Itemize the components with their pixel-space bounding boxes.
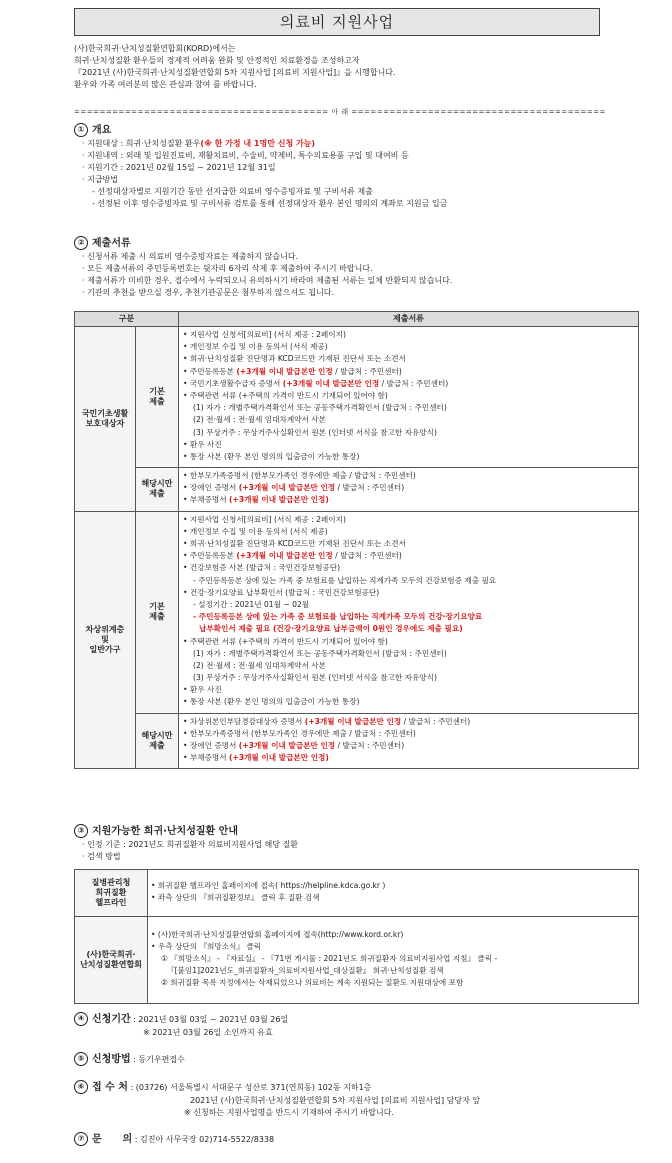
document-item: - 주민등록등본 상에 있는 가족 중 보험료를 납입하는 직계가족 모두의 건강보험증 제출 필요 [193,575,497,585]
overview-line: · 지급방법 [82,175,118,184]
document-item: • 건강보험증 사본 (발급처 : 국민건강보험공단) [183,563,341,573]
document-item: • 희귀·난치성질환 진단명과 KCD코드만 기재된 진단서 또는 소견서 [183,539,406,548]
overview-lines [82,139,642,211]
item-text: • 주민등록등본 [183,366,237,376]
item-note: (+3개월 이내 발급본만 인정 [236,366,333,376]
diseases-note: · 인정 기준 : 2021년도 희귀질환자 의료비지원사업 해당 질환 [82,840,298,849]
document-item: • 희귀·난치성질환 진단명과 KCD코드만 기재된 진단서 또는 소견서 [183,354,406,364]
document-item: (2) 전·월세 : 전·월세 임대차계약서 사본 [193,660,326,670]
method-item: 『[붙임1]2021년도_희귀질환자_의료비지원사업_대상질환』 희귀·난치성질환 검색 [167,966,444,976]
documents-cell [179,327,639,468]
section-heading-address [74,1080,371,1095]
section-number: ④ [74,1012,88,1026]
category-basic-livelihood: 국민기초생활 보호대상자 [75,327,136,512]
category-kord: (사)한국희귀· 난치성질환연합회 [75,917,148,1004]
subcategory-optional: 해당시만 제출 [136,713,179,769]
document-item [183,379,634,391]
document-item: • 한부모가족증명서 (한부모가족인 경우에만 제출 / 발급처 : 주민센터) [183,471,416,481]
item-text: / 발급처 : 주민센터) [335,483,405,493]
document-item: (3) 무상거주 : 무상거주사실확인서 원본 (인터넷 서식을 참고한 자유양식) [193,673,437,683]
section-heading-documents [74,236,131,251]
section-number: ⑦ [74,1132,88,1146]
intro-line: 『2021년 (사)한국희귀·난치성질환연합회 5차 지원사업 [의료비 지원사업]』을 시행합니다. [74,68,396,77]
address-text: : (03726) 서울특별시 서대문구 성산로 371(연희동) 102동 지하1층 [127,1083,372,1092]
period-text: : 2021년 03월 03일 ~ 2021년 03월 26일 [130,1015,289,1024]
separator-line: ======================================== 아 래 ======================================== [74,108,606,116]
subcategory-basic: 기본 제출 [136,511,179,713]
section-heading-method [74,1052,185,1067]
item-note: (+3개월 이내 발급본만 인정 [236,551,333,561]
section-title: 개요 [92,125,112,136]
documents-cell [179,713,639,769]
intro-line: 희귀·난치성질환 환우들의 경제적 어려움 완화 및 안정적인 치료환경을 조성하고자 [74,56,360,65]
documents-table [74,311,639,769]
section-title: 신청기간 [92,1014,131,1025]
search-methods-table [74,869,639,1004]
subcategory-optional: 해당시만 제출 [136,468,179,512]
document-item [183,483,634,495]
document-item: • 지원사업 신청서[의료비] (서식 제공 : 2페이지) [183,514,346,524]
document-item [183,551,634,563]
section-title: 접 수 처 [92,1082,128,1093]
document-item-note: 납부확인서 제출 필요 (건강·장기요양료 납부금액이 0원인 경우에도 제출 필요) [199,624,463,634]
item-text: • 장애인 증명서 [183,483,239,493]
document-item: • 개인정보 수집 및 이용 동의서 (서식 제공) [183,526,328,536]
table-row [75,327,639,468]
item-text: / 발급처 : 주민센터) [335,741,405,750]
item-note: (+3개월 이내 발급본만 인정 [238,741,336,750]
section-title: 문 의 [92,1134,133,1145]
overview-line: - 선정대상자별로 지원기간 동안 선지급한 의료비 영수증빙자료 및 구비서류 제출 [92,187,373,196]
item-text: / 발급처 : 주민센터) [401,716,471,726]
item-text: / 발급처 : 주민센터) [379,378,449,388]
method-cell [148,917,639,1004]
documents-note: · 제출서류가 미비한 경우, 접수에서 누락되오니 유의하시기 바라며 제출된 서류는 일체 반환되지 않습니다. [82,276,453,285]
method-item: ① 『희망소식』 - 『자료실』 - 『71번 게시물 : 2021년도 희귀질환자 의료비지원사업 지침』 클릭 - [161,953,498,963]
section-number: ② [74,236,88,250]
overview-line: - 선정된 이후 영수증빙자료 및 구비서류 검토를 통해 선정대상자 환우 본인 명의의 계좌로 지원금 입금 [92,199,448,208]
section-heading-overview [74,123,111,138]
document-item: • 통장 사본 (환우 본인 명의의 입출금이 가능한 통장) [183,451,360,461]
document-item [183,753,634,765]
document-item: - 설정기간 : 2021년 01월 ~ 02월 [193,599,310,609]
item-text: • 주민등록등본 [183,551,237,561]
documents-note: · 기관의 추천을 받으실 경우, 추천기관공문은 첨부하지 않으셔도 됩니다. [82,288,335,297]
item-note: (+3개월 이내 발급본만 인정 [238,483,336,493]
item-note: (+3개월 이내 발급본만 인정 [282,378,380,388]
diseases-note: · 검색 방법 [82,852,121,861]
section-heading-contact [74,1132,274,1147]
document-item: • 개인정보 수집 및 이용 동의서 (서식 제공) [183,342,328,352]
item-note: (+3개월 이내 발급본만 인정) [228,495,329,505]
item-text: / 발급처 : 주민센터) [332,551,402,561]
item-text: • 차상위본인부담경감대상자 증명서 [183,716,305,726]
section-heading-period [74,1012,288,1027]
method-cell [148,870,639,917]
document-item: • 주택관련 서류 (+주택의 가격이 반드시 기재되어 있어야 함) [183,636,388,646]
document-item [183,495,634,507]
document-item: (3) 무상거주 : 무상거주사실확인서 원본 (인터넷 서식을 참고한 자유양식) [193,427,437,437]
method-item: ② 희귀질환 목록 지정에서는 삭제되었으나 의료비는 계속 지원되는 질환도 지원대상에 포함 [161,978,464,988]
section-number: ⑤ [74,1052,88,1066]
method-text: : 등기우편접수 [130,1055,185,1064]
table-row [75,511,639,713]
section-title: 제출서류 [92,238,131,249]
document-item: • 한부모가족증명서 (한부모가족인 경우에만 제출 / 발급처 : 주민센터) [183,728,416,738]
address-recipient: 2021년 (사)한국희귀·난치성질환연합회 5차 지원사업 [의료비 지원사업] 담당자 앞 [190,1096,481,1105]
item-text: • 부채증명서 [183,495,229,505]
table-row [75,870,639,917]
section-number: ⑥ [74,1080,88,1094]
target-note: (※ 한 가정 내 1명만 신청 가능) [200,139,316,148]
table-row [75,917,639,1004]
table-header-category: 구분 [75,312,179,327]
document-item: • 환우 사진 [183,685,222,695]
overview-line: · 지원내역 : 외래 및 입원진료비, 재활치료비, 수술비, 약제비, 특수의료용품 구입 및 대여비 등 [82,151,409,160]
overview-target [82,139,642,151]
item-note: (+3개월 이내 발급본만 인정) [228,753,329,763]
item-text: / 발급처 : 주민센터) [332,366,402,376]
section-title: 지원가능한 희귀·난치성질환 안내 [92,826,239,837]
section-heading-diseases [74,824,238,839]
documents-note: · 모든 제출서류의 주민등록번호는 뒷자리 6자리 삭제 후 제출하여 주시기 바랍니다. [82,264,373,273]
document-item: • 환우 사진 [183,439,222,449]
document-item: (1) 자가 : 개별주택가격확인서 또는 공동주택가격확인서 (발급처 : 주민센터) [193,648,447,658]
method-item: • (사)한국희귀·난치성질환연합회 홈페이지에 접속(http://www.kord.or.kr) [151,929,404,939]
page-title: 의료비 지원사업 [74,8,600,36]
document-item [183,741,634,753]
intro-block [74,44,634,92]
contact-text: : 김진아 사무국장 02)714-5522/8338 [132,1135,275,1144]
overview-line: · 지원기간 : 2021년 02월 15일 ~ 2021년 12월 31일 [82,163,276,172]
document-item: (1) 자가 : 개별주택가격확인서 또는 공동주택가격확인서 (발급처 : 주민센터) [193,403,447,413]
address-note: ※ 신청하는 지원사업명을 반드시 기재하여 주시기 바랍니다. [184,1108,394,1117]
document-item: • 건강·장기요양료 납부확인서 (발급처 : 국민건강보험공단) [183,587,380,597]
document-item: • 통장 사본 (환우 본인 명의의 입출금이 가능한 통장) [183,697,360,707]
document-item [183,717,634,729]
document-item-note: - 주민등록등본 상에 있는 가족 중 보험료를 납입하는 직계가족 모두의 건강·장기요양료 [193,612,483,622]
subcategory-basic: 기본 제출 [136,327,179,468]
period-note: ※ 2021년 03월 26일 소인까지 유효 [143,1028,273,1037]
document-item [183,367,634,379]
documents-cell [179,468,639,512]
section-number: ③ [74,824,88,838]
diseases-notes [82,840,642,864]
item-text: • 부채증명서 [183,753,229,763]
section-number: ① [74,123,88,137]
intro-line: (사)한국희귀·난치성질환연합회(KORD)에서는 [74,44,236,53]
target-text: · 지원대상 : 희귀·난치성질환 환우 [82,139,201,148]
documents-cell [179,511,639,713]
documents-notes [82,252,642,300]
item-text: • 장애인 증명서 [183,741,239,750]
table-row [75,713,639,769]
document-item: • 지원사업 신청서[의료비] (서식 제공 : 2페이지) [183,330,346,339]
category-helpline: 질병관리청 희귀질환 헬프라인 [75,870,148,917]
documents-note: · 신청서류 제출 시 의료비 영수증빙자료는 제출하지 않습니다. [82,252,299,261]
intro-line: 환우와 가족 여러분의 많은 관심과 참여 를 바랍니다. [74,80,257,89]
method-item: • 좌측 상단의 『희귀질환정보』 클릭 후 질환 검색 [151,893,320,902]
item-text: • 국민기초생활수급자 증명서 [183,378,283,388]
section-title: 신청방법 [92,1054,131,1065]
document-item: • 주택관련 서류 (+주택의 가격이 반드시 기재되어 있어야 함) [183,390,388,400]
table-row [75,468,639,512]
method-item: • 우측 상단의 『희망소식』 클릭 [151,941,262,951]
method-item: • 희귀질환 헬프라인 홈페이지에 접속( https://helpline.kdca.go.kr ) [151,880,386,890]
document-item: (2) 전·월세 : 전·월세 임대차계약서 사본 [193,415,326,425]
item-note: (+3개월 이내 발급본만 인정 [304,716,402,726]
table-header-documents: 제출서류 [179,312,639,327]
category-near-poverty: 차상위계층 및 일반가구 [75,511,136,769]
